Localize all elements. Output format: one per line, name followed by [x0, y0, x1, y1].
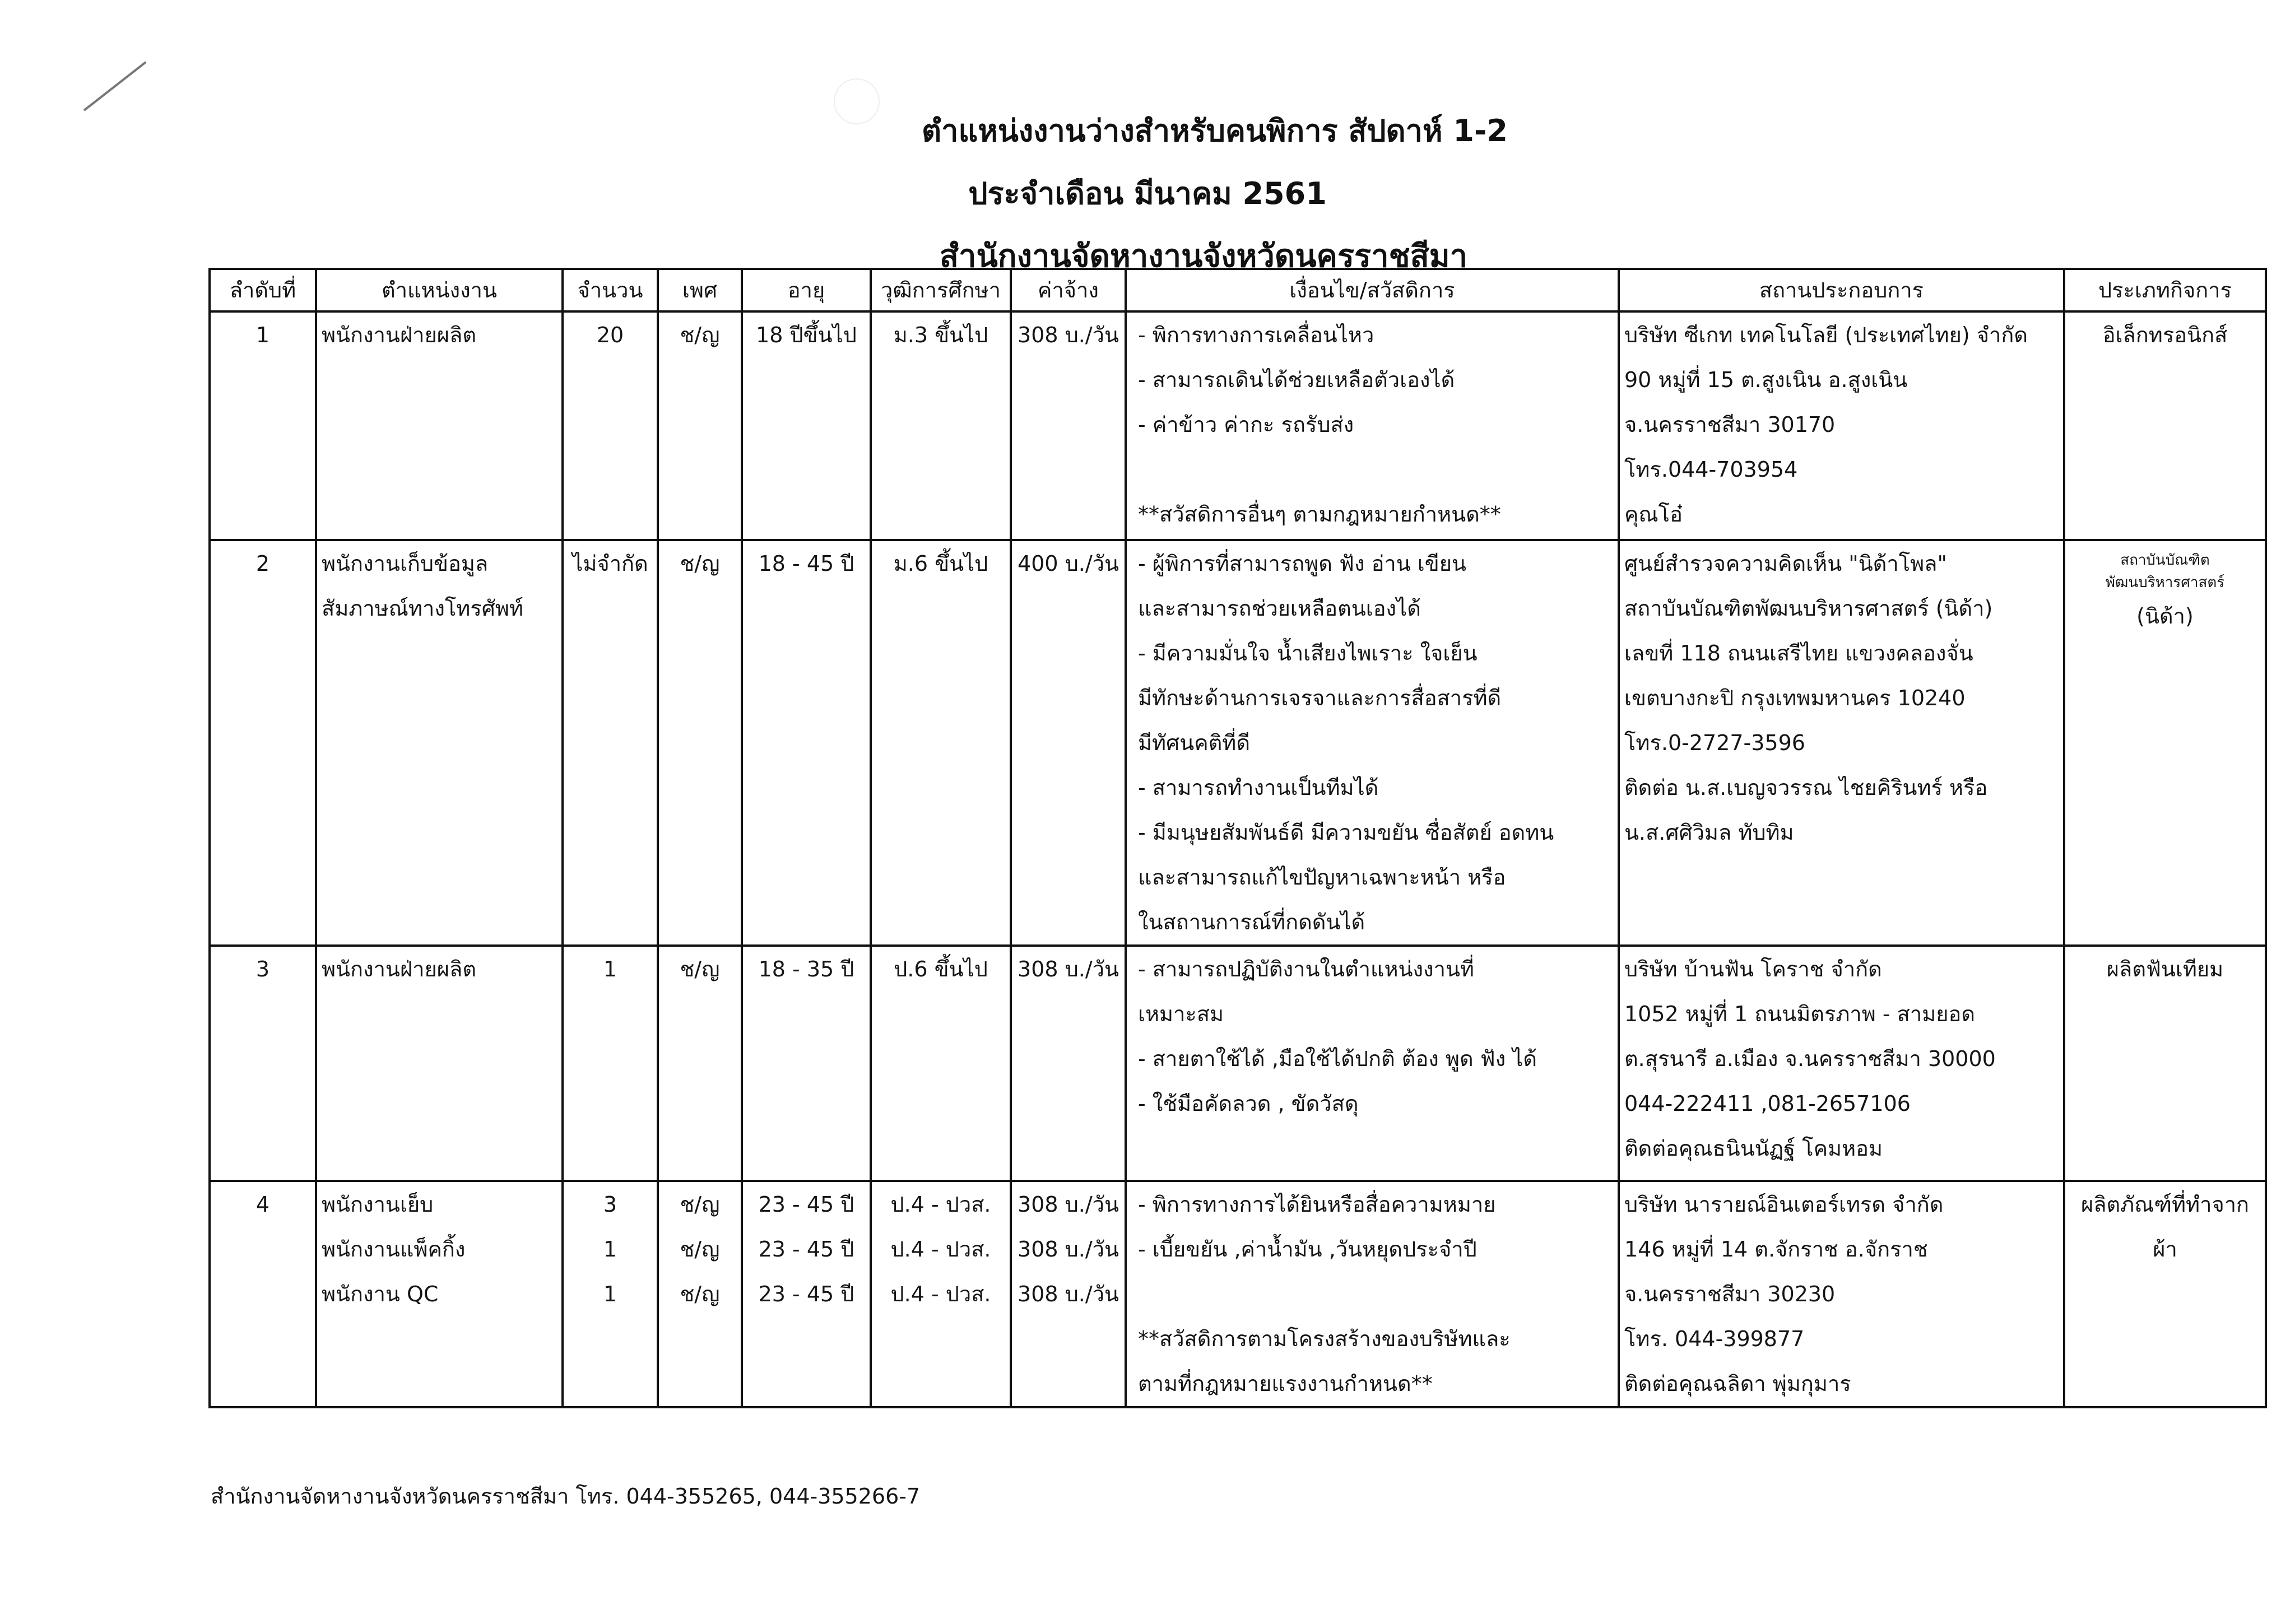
cell-line: ไม่จำกัด: [572, 551, 648, 576]
position-cell: [316, 946, 563, 1181]
conditions-cell: [1126, 946, 1619, 1181]
cell-line: 18 - 35 ปี: [758, 957, 854, 981]
cell-line: ศูนย์สำรวจความคิดเห็น "นิด้าโพล": [1624, 551, 1947, 576]
table-row: [210, 311, 2266, 540]
employer-cell: [1619, 1181, 2064, 1407]
cell-line: 308 บ./วัน: [1018, 1192, 1119, 1217]
cell-line: ช/ญ: [680, 957, 720, 981]
cell-line: - มีความมั่นใจ น้ำเสียงไพเราะ ใจเย็น: [1138, 641, 1478, 666]
cell-line: และสามารถแก้ไขปัญหาเฉพาะหน้า หรือ: [1138, 865, 1506, 890]
cell-line: มีทักษะด้านการเจรจาและการสื่อสารที่ดี: [1138, 686, 1502, 710]
cell-line: 146 หมู่ที่ 14 ต.จักราช อ.จักราช: [1624, 1237, 1928, 1262]
cell-line: ม.6 ขึ้นไป: [893, 551, 988, 576]
cell-line: บริษัท นารายณ์อินเตอร์เทรด จำกัด: [1624, 1192, 1944, 1217]
wage-cell: [1011, 946, 1126, 1181]
cell-line: 20: [596, 323, 624, 347]
business-type: ผลิตฟันเทียม: [2106, 957, 2224, 981]
count-cell: [563, 1181, 658, 1407]
age-cell: [742, 946, 871, 1181]
row-number: 4: [210, 1181, 316, 1407]
cell-line: 23 - 45 ปี: [758, 1282, 854, 1306]
employer-cell: [1619, 946, 2064, 1181]
cell-line: ป.4 - ปวส.: [890, 1192, 991, 1217]
wage-cell: [1011, 1181, 1126, 1407]
cell-line: พนักงานฝ่ายผลิต: [322, 957, 477, 981]
cell-line: น.ส.ศศิวิมล ทับทิม: [1624, 820, 1794, 845]
cell-line: เขตบางกะปิ กรุงเทพมหานคร 10240: [1624, 686, 1966, 710]
education-cell: [871, 311, 1011, 540]
cell-line: 1: [603, 957, 617, 981]
cell-line: ป.4 - ปวส.: [890, 1282, 991, 1306]
age-cell: [742, 540, 871, 946]
cell-line: - ใช้มือคัดลวด , ขัดวัสดุ: [1138, 1091, 1359, 1116]
education-cell: [871, 1181, 1011, 1407]
cell-line: ติดต่อ น.ส.เบญจวรรณ ไชยคิรินทร์ หรือ: [1624, 775, 1988, 800]
cell-line: โทร.0-2727-3596: [1624, 730, 1805, 755]
conditions-cell: [1126, 311, 1619, 540]
cell-line: - สามารถปฏิบัติงานในตำแหน่งงานที่: [1138, 957, 1474, 981]
cell-line: 308 บ./วัน: [1018, 323, 1119, 347]
count-cell: [563, 946, 658, 1181]
column-header: อายุ: [742, 269, 871, 311]
business-type-org: สถาบันบัณฑิตพัฒนบริหารศาสตร์: [2105, 552, 2225, 591]
business-type-cell: [2064, 946, 2266, 1181]
cell-line: ช/ญ: [680, 1282, 720, 1306]
age-cell: [742, 311, 871, 540]
wage-cell: [1011, 540, 1126, 946]
table-header-row: [210, 269, 2266, 311]
cell-line: 400 บ./วัน: [1018, 551, 1119, 576]
cell-line: สัมภาษณ์ทางโทรศัพท์: [322, 596, 523, 621]
count-cell: [563, 540, 658, 946]
cell-line: - ค่าข้าว ค่ากะ รถรับส่ง: [1138, 412, 1354, 437]
sex-cell: [658, 540, 742, 946]
row-number: 2: [210, 540, 316, 946]
cell-line: 90 หมู่ที่ 15 ต.สูงเนิน อ.สูงเนิน: [1624, 367, 1908, 392]
cell-line: พนักงานเย็บ: [322, 1192, 434, 1217]
cell-line: 308 บ./วัน: [1018, 957, 1119, 981]
cell-line: 23 - 45 ปี: [758, 1192, 854, 1217]
cell-line: ม.3 ขึ้นไป: [893, 323, 988, 347]
cell-line: 308 บ./วัน: [1018, 1237, 1119, 1262]
cell-line: **สวัสดิการอื่นๆ ตามกฎหมายกำหนด**: [1138, 502, 1501, 527]
cell-line: มีทัศนคติที่ดี: [1138, 730, 1251, 755]
cell-line: - สายตาใช้ได้ ,มือใช้ได้ปกติ ต้อง พูด ฟัง ได้: [1138, 1046, 1537, 1071]
sex-cell: [658, 1181, 742, 1407]
table-row: [210, 1181, 2266, 1407]
cell-line: ติดต่อคุณฉลิดา พุ่มกุมาร: [1624, 1371, 1851, 1396]
cell-line: ช/ญ: [680, 323, 720, 347]
cell-line: พนักงาน QC: [322, 1282, 439, 1306]
position-cell: [316, 1181, 563, 1407]
position-cell: [316, 311, 563, 540]
cell-line: เหมาะสม: [1138, 1002, 1224, 1026]
employer-cell: [1619, 540, 2064, 946]
document-subtitle-office: สำนักงานจัดหางานจังหวัดนครราชสีมา: [939, 238, 1468, 274]
position-cell: [316, 540, 563, 946]
cell-line: เลขที่ 118 ถนนเสรีไทย แขวงคลองจั่น: [1624, 641, 1973, 666]
cell-line: 044-222411 ,081-2657106: [1624, 1091, 1911, 1116]
footer-contact: สำนักงานจัดหางานจังหวัดนครราชสีมา โทร. 044-355265, 044-355266-7: [211, 1484, 921, 1509]
wage-cell: [1011, 311, 1126, 540]
cell-line: - เบี้ยขยัน ,ค่าน้ำมัน ,วันหยุดประจำปี: [1138, 1237, 1477, 1262]
cell-line: คุณโอ๋: [1624, 502, 1683, 527]
cell-line: ป.6 ขึ้นไป: [894, 957, 988, 981]
count-cell: [563, 311, 658, 540]
column-header: สถานประกอบการ: [1619, 269, 2064, 311]
cell-line: และสามารถช่วยเหลือตนเองได้: [1138, 596, 1421, 621]
cell-line: พนักงานแพ็คกิ้ง: [322, 1237, 466, 1262]
cell-line: สถาบันบัณฑิตพัฒนบริหารศาสตร์ (นิด้า): [1624, 596, 1993, 621]
job-vacancy-table: [208, 268, 2267, 1408]
table-row: [210, 946, 2266, 1181]
business-type: (นิด้า): [2136, 604, 2194, 629]
business-type-cell: [2064, 540, 2266, 946]
column-header: เงื่อนไข/สวัสดิการ: [1126, 269, 1619, 311]
cell-line: บริษัท ซีเกท เทคโนโลยี (ประเทศไทย) จำกัด: [1624, 323, 2028, 347]
conditions-cell: [1126, 540, 1619, 946]
cell-line: พนักงานฝ่ายผลิต: [322, 323, 477, 347]
column-header: ลำดับที่: [210, 269, 316, 311]
business-type-cell: [2064, 1181, 2266, 1407]
cell-line: ต.สุรนารี อ.เมือง จ.นครราชสีมา 30000: [1624, 1046, 1996, 1071]
business-type: ผลิตภัณฑ์ที่ทำจากผ้า: [2080, 1192, 2250, 1262]
row-number: 1: [210, 311, 316, 540]
document-subtitle-month: ประจำเดือน มีนาคม 2561: [968, 176, 1327, 211]
cell-line: [1131, 1272, 1613, 1316]
cell-line: ติดต่อคุณธนินนัฏฐ์ โคมหอม: [1624, 1136, 1883, 1161]
cell-line: 1052 หมู่ที่ 1 ถนนมิตรภาพ - สามยอด: [1624, 1002, 1976, 1026]
cell-line: ในสถานการณ์ที่กดดันได้: [1138, 910, 1365, 934]
cell-line: ช/ญ: [680, 551, 720, 576]
column-header: ประเภทกิจการ: [2064, 269, 2266, 311]
cell-line: โทร.044-703954: [1624, 457, 1798, 482]
cell-line: พนักงานเก็บข้อมูล: [322, 551, 489, 576]
document-title: ตำแหน่งงานว่างสำหรับคนพิการ สัปดาห์ 1-2: [922, 113, 1508, 148]
business-type: อิเล็กทรอนิกส์: [2102, 323, 2228, 347]
cell-line: - สามารถทำงานเป็นทีมได้: [1138, 775, 1379, 800]
cell-line: - ผู้พิการที่สามารถพูด ฟัง อ่าน เขียน: [1138, 551, 1467, 576]
scan-mark: [83, 61, 147, 111]
education-cell: [871, 540, 1011, 946]
column-header: เพศ: [658, 269, 742, 311]
cell-line: ช/ญ: [680, 1237, 720, 1262]
cell-line: 308 บ./วัน: [1018, 1282, 1119, 1306]
business-type-cell: [2064, 311, 2266, 540]
cell-line: - พิการทางการได้ยินหรือสื่อความหมาย: [1138, 1192, 1496, 1217]
cell-line: บริษัท บ้านฟัน โคราช จำกัด: [1624, 957, 1882, 981]
cell-line: 18 - 45 ปี: [758, 551, 854, 576]
cell-line: 18 ปีขึ้นไป: [756, 323, 857, 347]
cell-line: จ.นครราชสีมา 30170: [1624, 412, 1836, 437]
employer-cell: [1619, 311, 2064, 540]
cell-line: ป.4 - ปวส.: [890, 1237, 991, 1262]
cell-line: 1: [603, 1237, 617, 1262]
education-cell: [871, 946, 1011, 1181]
age-cell: [742, 1181, 871, 1407]
cell-line: ตามที่กฎหมายแรงงานกำหนด**: [1138, 1371, 1433, 1396]
cell-line: จ.นครราชสีมา 30230: [1624, 1282, 1836, 1306]
column-header: ค่าจ้าง: [1011, 269, 1126, 311]
cell-line: - มีมนุษยสัมพันธ์ดี มีความขยัน ซื่อสัตย์ อดทน: [1138, 820, 1554, 845]
cell-line: - สามารถเดินได้ช่วยเหลือตัวเองได้: [1138, 367, 1455, 392]
table-row: [210, 540, 2266, 946]
cell-line: 1: [603, 1282, 617, 1306]
column-header: วุฒิการศึกษา: [871, 269, 1011, 311]
conditions-cell: [1126, 1181, 1619, 1407]
cell-line: ช/ญ: [680, 1192, 720, 1217]
cell-line: - พิการทางการเคลื่อนไหว: [1138, 323, 1374, 347]
cell-line: [1131, 447, 1613, 492]
row-number: 3: [210, 946, 316, 1181]
cell-line: โทร. 044-399877: [1624, 1327, 1805, 1351]
sex-cell: [658, 311, 742, 540]
cell-line: 3: [603, 1192, 617, 1217]
cell-line: 23 - 45 ปี: [758, 1237, 854, 1262]
cell-line: **สวัสดิการตามโครงสร้างของบริษัทและ: [1138, 1327, 1511, 1351]
column-header: ตำแหน่งงาน: [316, 269, 563, 311]
sex-cell: [658, 946, 742, 1181]
column-header: จำนวน: [563, 269, 658, 311]
